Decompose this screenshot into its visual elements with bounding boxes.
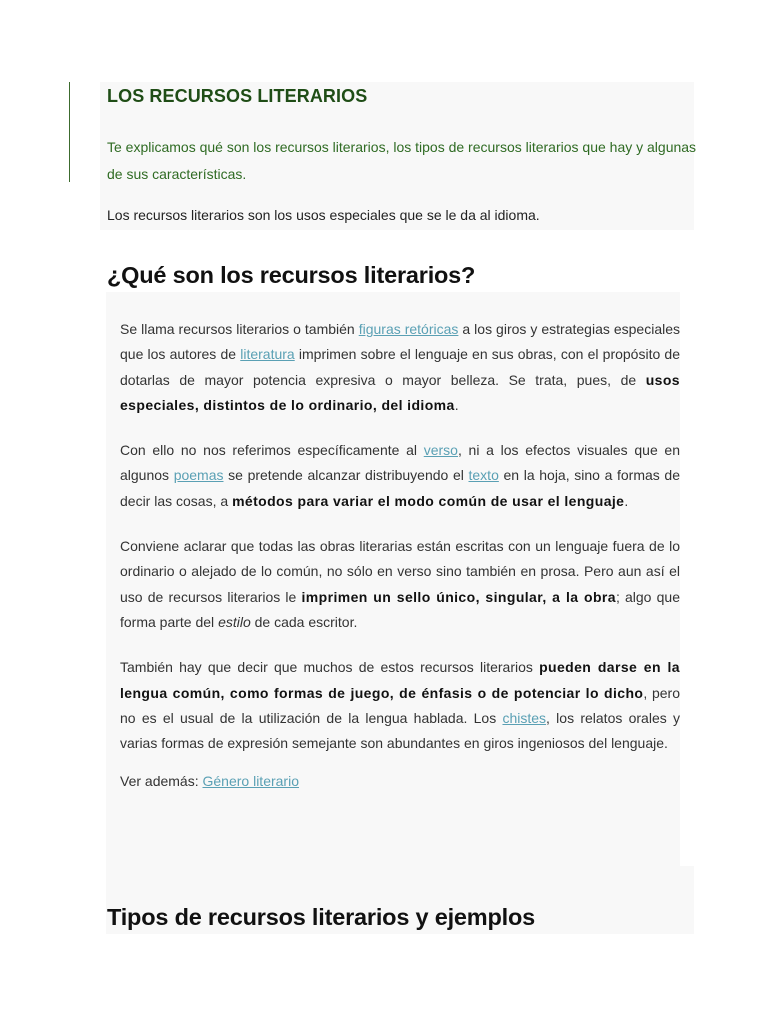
see-also	[120, 770, 680, 792]
text: , ni a los efectos visuales que en algunos	[120, 442, 680, 484]
link-genero-literario[interactable]: Género literario	[202, 773, 299, 790]
link-poemas[interactable]: poemas	[173, 467, 224, 484]
bold-text: imprimen un sello único, singular, a la obra	[301, 588, 616, 605]
text: imprimen sobre el lenguaje en sus obras, con el propósito de dotarlas de mayor potencia expresiva o mayor belleza. Se trata, pues, de	[120, 346, 681, 388]
paragraph-1	[120, 317, 680, 418]
text: , pero no es el usual de la utilización de la lengua hablada. Los	[120, 684, 680, 726]
text: ; algo que forma parte del	[120, 588, 681, 630]
paragraph-3	[120, 534, 680, 635]
text: Conviene aclarar que todas las obras literarias están escritas con un lenguaje fuera de lo ordinario o alejado de lo común, no sólo en verso sino también en prosa. Pero aun así el uso de recursos literarios le	[120, 538, 680, 605]
see-also-label: Ver además:	[120, 773, 203, 790]
paragraph-2	[120, 438, 680, 514]
intro-text: Te explicamos qué son los recursos literarios, los tipos de recursos literarios que hay y algunas de sus características.	[107, 139, 697, 182]
text: de cada escritor.	[250, 613, 358, 630]
text: También hay que decir que muchos de estos recursos literarios	[120, 659, 540, 676]
lead-text: Los recursos literarios son los usos especiales que se le da al idioma.	[107, 207, 540, 223]
section-heading-what: ¿Qué son los recursos literarios?	[107, 262, 476, 288]
text: .	[624, 492, 629, 509]
paragraph-4	[120, 655, 680, 756]
link-literatura[interactable]: literatura	[240, 346, 295, 363]
italic-text: estilo	[218, 613, 251, 630]
text: , los relatos orales y varias formas de expresión semejante son abundantes en giros ingeniosos del lenguaje.	[120, 709, 680, 752]
text: a los giros y estrategias especiales que los autores de	[120, 321, 681, 363]
text: en la hoja, sino a formas de decir las cosas, a	[120, 467, 680, 509]
bold-text: métodos para variar el modo común de usar el lenguaje	[232, 492, 625, 509]
section-heading-types: Tipos de recursos literarios y ejemplos	[107, 904, 535, 930]
link-verso[interactable]: verso	[423, 442, 458, 459]
text: Se llama recursos literarios o también	[120, 321, 359, 337]
quote-rule	[69, 82, 70, 182]
text: .	[454, 396, 459, 413]
bold-text: usos especiales, distintos de lo ordinario, del idioma	[120, 371, 680, 413]
bold-text: pueden darse en la lengua común, como formas de juego, de énfasis o de potenciar lo dicho	[120, 659, 680, 701]
page-title: LOS RECURSOS LITERARIOS	[107, 86, 368, 106]
text: Con ello no nos referimos específicamente al	[120, 442, 424, 459]
text: se pretende alcanzar distribuyendo el	[223, 467, 469, 484]
link-figuras-retoricas[interactable]: figuras retóricas	[358, 321, 459, 337]
link-chistes[interactable]: chistes	[502, 709, 547, 726]
link-texto[interactable]: texto	[468, 467, 499, 484]
article-body	[120, 317, 680, 792]
